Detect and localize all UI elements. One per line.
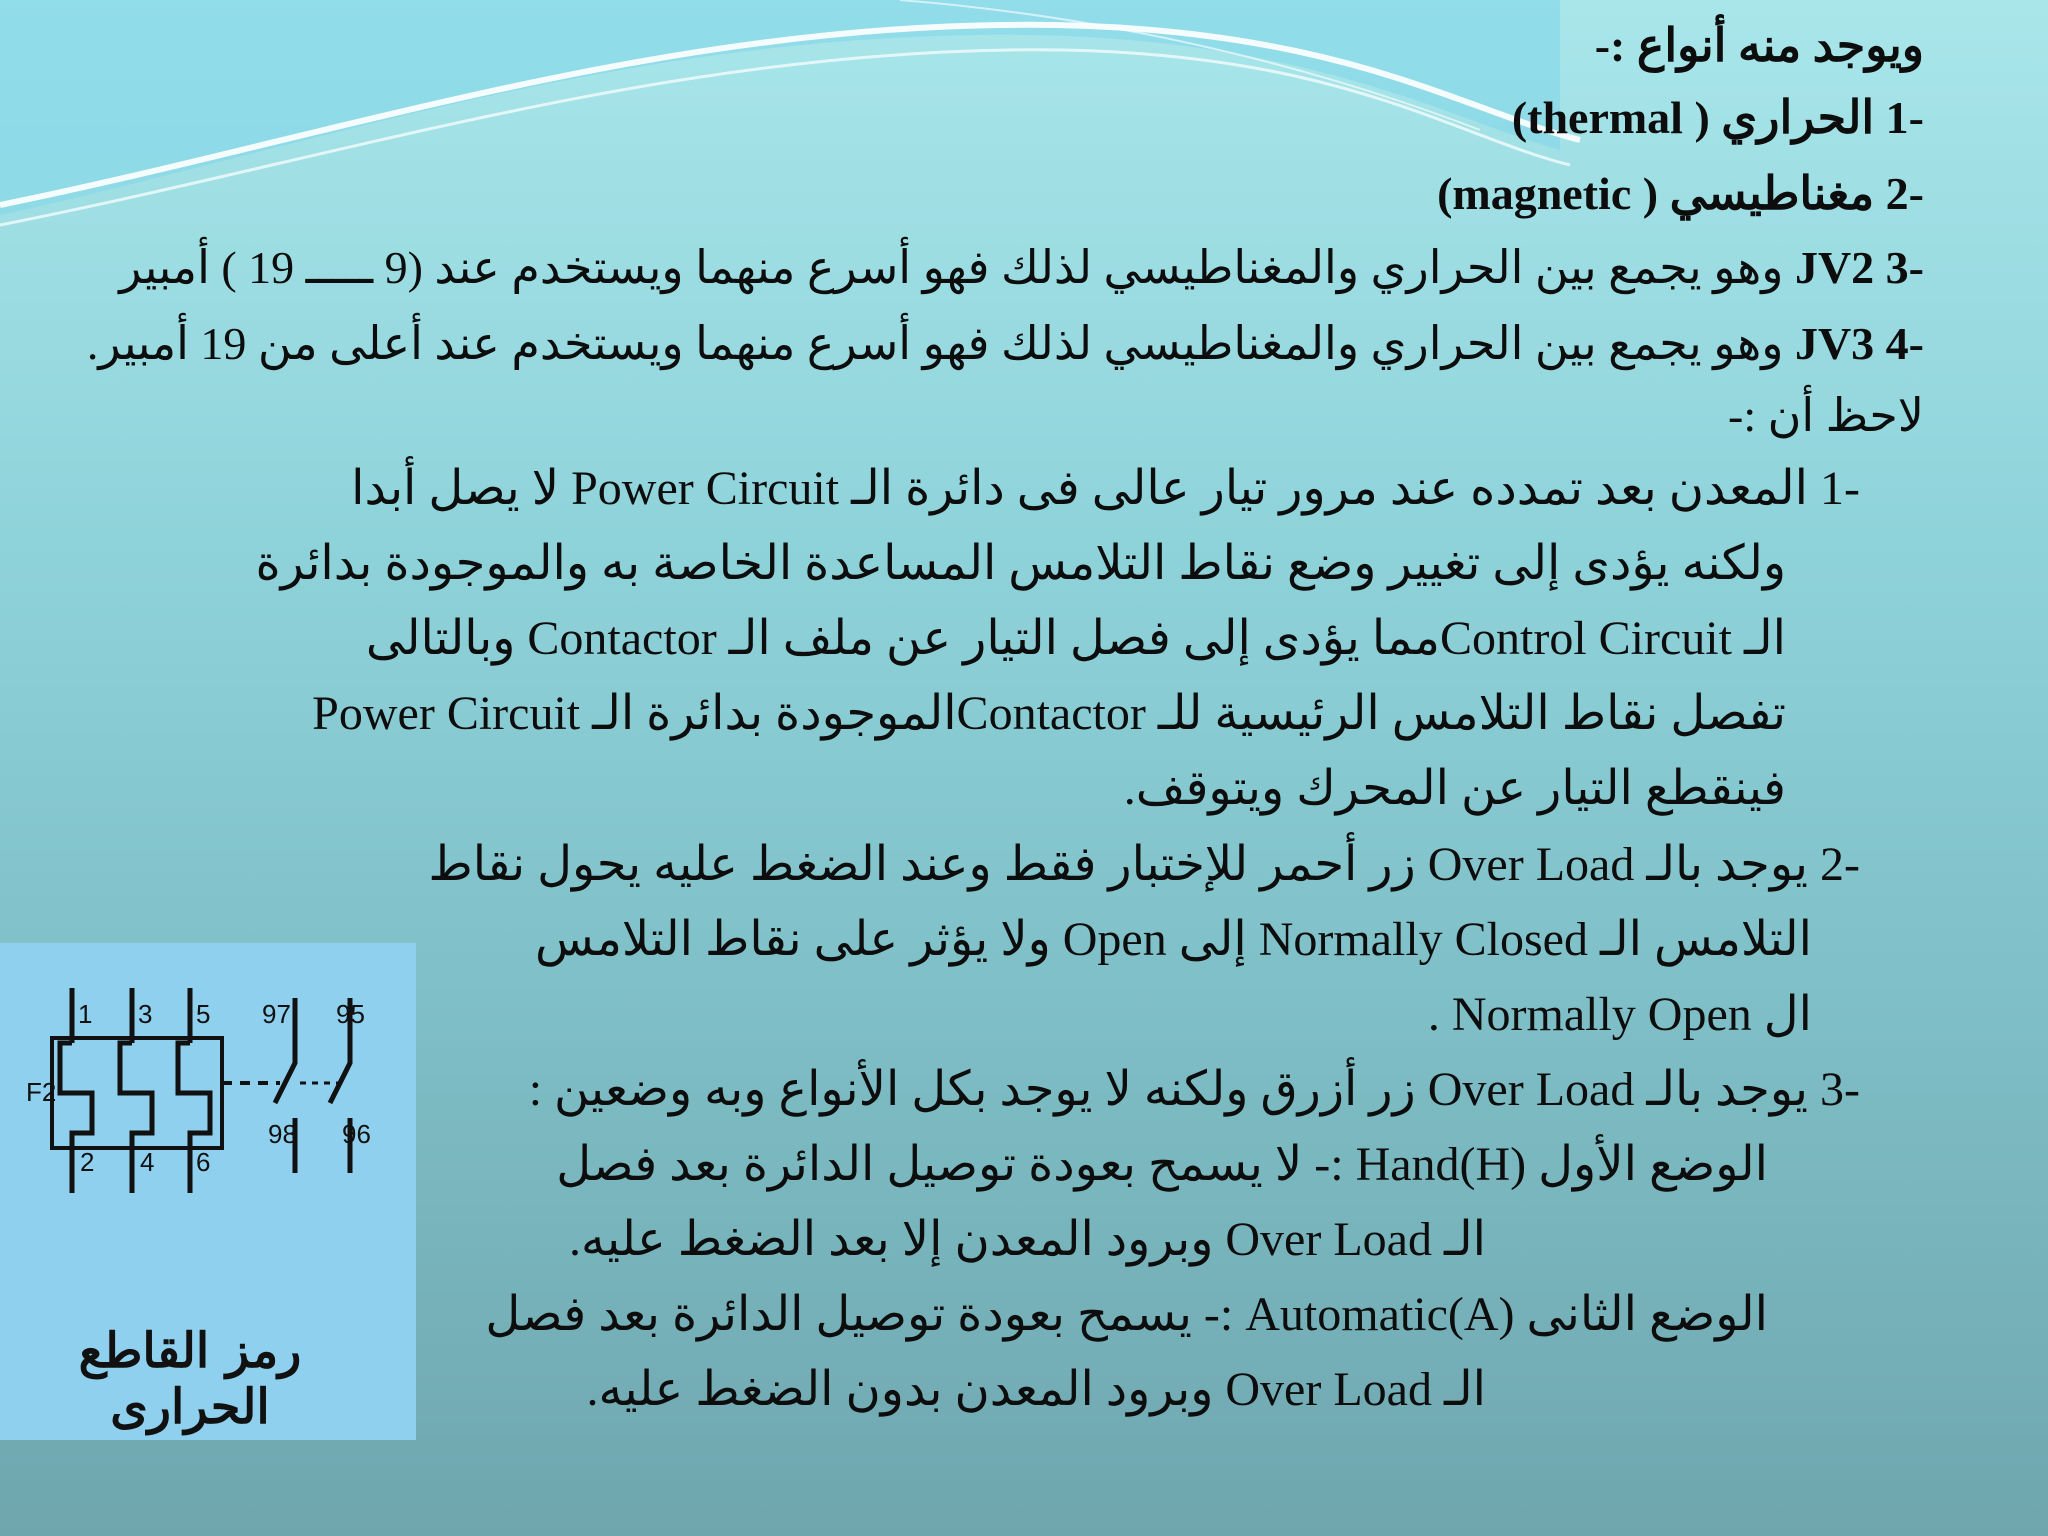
type-thermal <box>1512 90 1924 144</box>
note1-line4: تفصل نقاط التلامس الرئيسية للـ Contactorالموجودة بدائرة الـ Power Circuit <box>312 687 1786 740</box>
contact-96: 96 <box>342 1119 371 1149</box>
type-jv3-text: وهو يجمع بين الحراري والمغناطيسي لذلك فهو أسرع منهما ويستخدم عند أعلى من 19 أمبير. <box>86 318 1784 369</box>
note2-line1: -2 يوجد بالـ Over Load زر أحمر للإختبار فقط وعند الضغط عليه يحول نقاط <box>428 838 1860 891</box>
note3-line2: الوضع الأول Hand(H) :- لا يسمح بعودة توصيل الدائرة بعد فصل <box>556 1138 1768 1191</box>
type-jv2 <box>119 240 1924 294</box>
type-jv2-text: وهو يجمع بين الحراري والمغناطيسي لذلك فهو أسرع منهما ويستخدم عند (9 ـــــ 19 ) أمبير <box>119 242 1784 293</box>
contact-98: 98 <box>268 1119 297 1149</box>
note3-line1: -3 يوجد بالـ Over Load زر أزرق ولكنه لا يوجد بكل الأنواع وبه وضعين : <box>528 1063 1860 1116</box>
type-jv3-code: JV3 <box>1794 318 1875 369</box>
type-thermal-number: -1 <box>1885 92 1924 143</box>
note-heading: لاحظ أن :- <box>1728 390 1924 441</box>
note3-line3: الـ Over Load وبرود المعدن إلا بعد الضغط عليه. <box>569 1213 1486 1266</box>
contact-95: 95 <box>336 999 365 1029</box>
type-magnetic <box>1437 166 1924 220</box>
type-jv2-number: -3 <box>1885 242 1924 293</box>
note1-line5: فينقطع التيار عن المحرك ويتوقف. <box>1123 762 1786 815</box>
type-thermal-name: الحراري <box>1721 92 1875 143</box>
terminal-1: 1 <box>78 999 93 1029</box>
terminal-4: 4 <box>140 1147 155 1177</box>
terminal-3: 3 <box>138 999 153 1029</box>
terminal-5: 5 <box>196 999 211 1029</box>
symbol-caption: رمز القاطع الحرارى <box>78 1323 302 1435</box>
type-magnetic-name: مغناطيسي <box>1669 168 1875 219</box>
note1-line1: -1 المعدن بعد تمدده عند مرور تيار عالى فى دائرة الـ Power Circuit لا يصل أبدا <box>351 462 1860 515</box>
label-f2: F2 <box>26 1077 57 1107</box>
note3-line5: الـ Over Load وبرود المعدن بدون الضغط عليه. <box>586 1363 1486 1416</box>
type-jv3 <box>87 316 1924 370</box>
type-jv3-number: -4 <box>1885 318 1924 369</box>
type-thermal-latin: (thermal ) <box>1511 92 1710 143</box>
type-magnetic-number: -2 <box>1885 168 1924 219</box>
type-jv2-code: JV2 <box>1794 242 1875 293</box>
note1-line2: ولكنه يؤدى إلى تغيير وضع نقاط التلامس المساعدة الخاصة به والموجودة بدائرة <box>255 537 1786 590</box>
thermal-breaker-symbol <box>0 943 416 1440</box>
types-intro: ويوجد منه أنواع :- <box>1594 20 1924 71</box>
note1-line3: الـ Control Circuitمما يؤدى إلى فصل التيار عن ملف الـ Contactor وبالتالى <box>365 612 1786 665</box>
note2-line2: التلامس الـ Normally Closed إلى Open ولا يؤثر على نقاط التلامس <box>535 913 1812 966</box>
terminal-2: 2 <box>80 1147 95 1177</box>
type-magnetic-latin: (magnetic ) <box>1437 168 1659 219</box>
contact-97: 97 <box>262 999 291 1029</box>
terminal-6: 6 <box>196 1147 211 1177</box>
note3-line4: الوضع الثانى Automatic(A) :- يسمح بعودة توصيل الدائرة بعد فصل <box>485 1288 1768 1341</box>
note2-line3: ال Normally Open . <box>1427 988 1812 1041</box>
